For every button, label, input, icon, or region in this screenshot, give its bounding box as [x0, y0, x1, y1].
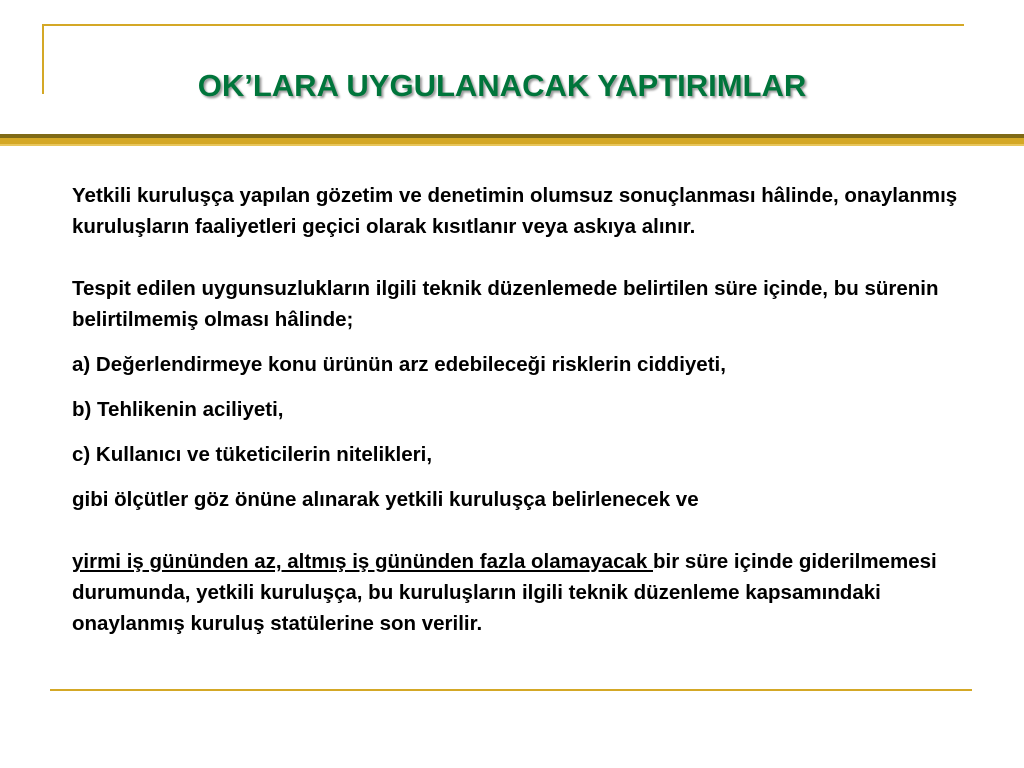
title-divider-light-stripe — [0, 144, 1024, 146]
slide-body — [72, 180, 982, 639]
paragraph-conditions: Tespit edilen uygunsuzlukların ilgili teknik düzenlemede belirtilen süre içinde, bu sürenin belirtilmemiş olması hâlinde; — [72, 277, 939, 331]
list-item-c: c) Kullanıcı ve tüketicilerin nitelikleri, — [72, 443, 433, 466]
list-item-b: b) Tehlikenin aciliyeti, — [72, 398, 284, 421]
paragraph-intro: Yetkili kuruluşça yapılan gözetim ve denetimin olumsuz sonuçlanması hâlinde, onaylanmış kuruluşların faaliyetleri geçici olarak kısıtlanır veya askıya alınır. — [72, 184, 958, 238]
frame-top-line — [42, 24, 964, 26]
footer-divider-line — [50, 689, 972, 691]
list-item-a: a) Değerlendirmeye konu ürünün arz edebileceği risklerin ciddiyeti, — [72, 353, 726, 376]
underlined-deadline-text: yirmi iş gününden az, altmış iş gününden fazla olamayacak — [72, 550, 653, 573]
paragraph-criteria: gibi ölçütler göz önüne alınarak yetkili kuruluşça belirlenecek ve — [72, 488, 699, 511]
title-divider-bar — [0, 134, 1024, 148]
slide-title: OK’LARA UYGULANACAK YAPTIRIMLAR — [197, 68, 807, 103]
sanction-text: bir süre içinde giderilmemesi durumunda, yetkili kuruluşça, bu kuruluşların ilgili teknik düzenleme kapsamındaki onaylanmış kuruluş statülerine son verilir. — [72, 550, 937, 635]
paragraph-sanction — [72, 546, 982, 639]
